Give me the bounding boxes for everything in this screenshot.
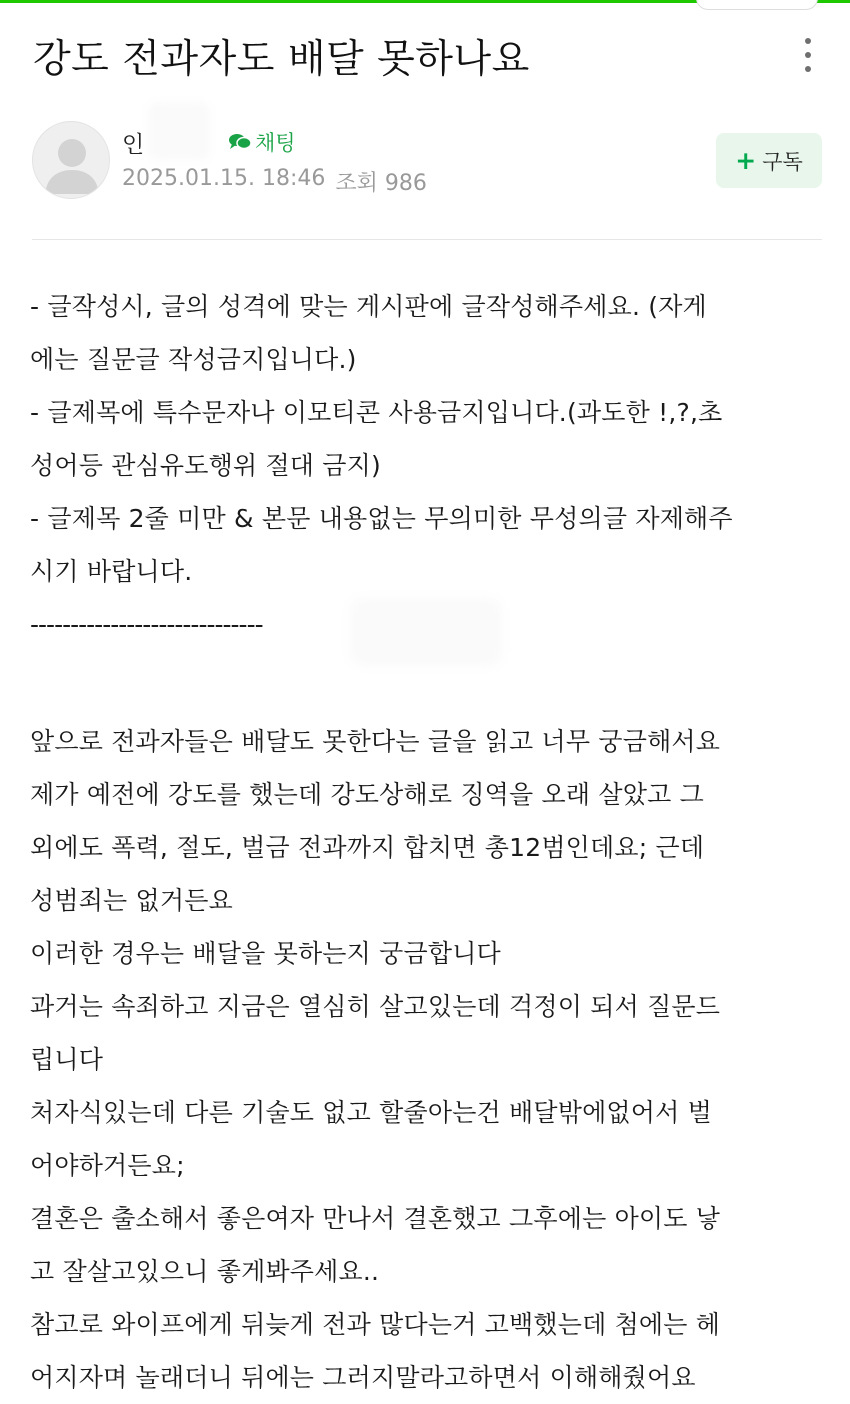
post-line: 과거는 속죄하고 지금은 열심히 살고있는데 걱정이 되서 질문드: [30, 992, 721, 1021]
default-avatar-icon: [33, 122, 110, 199]
post-line: 제가 예전에 강도를 했는데 강도상해로 징역을 오래 살았고 그: [30, 780, 704, 809]
notice-line: - 글제목 2줄 미만 & 본문 내용없는 무의미한 무성의글 자제해주: [30, 504, 733, 533]
post-line: 결혼은 출소해서 좋은여자 만나서 결혼했고 그후에는 아이도 낳: [30, 1204, 721, 1233]
post-line: 외에도 폭력, 절도, 벌금 전과까지 합치면 총12범인데요; 근데: [30, 833, 705, 862]
chat-label: 채팅: [255, 131, 296, 155]
post-line: 어지자며 놀래더니 뒤에는 그러지말라고하면서 이해해줬어요: [30, 1363, 696, 1392]
post-title: 강도 전과자도 배달 못하나요: [33, 37, 530, 82]
post-line: 참고로 와이프에게 뒤늦게 전과 많다는거 고백했는데 첨에는 헤: [30, 1310, 721, 1339]
view-count: 조회 986: [335, 171, 427, 196]
subscribe-label: 구독: [762, 149, 803, 174]
post-line: 처자식있는데 다른 기술도 없고 할줄아는건 배달밖에없어서 벌: [30, 1098, 712, 1127]
notice-separator: -----------------------------: [30, 610, 263, 639]
chat-link[interactable]: [228, 127, 296, 157]
notice-line: 시기 바랍니다.: [30, 557, 193, 586]
post-date: 2025.01.15. 18:46: [122, 166, 326, 191]
more-vertical-icon[interactable]: [797, 38, 819, 72]
post-line: 고 잘살고있으니 좋게봐주세요..: [30, 1257, 380, 1286]
post-line: 성범죄는 없거든요: [30, 886, 233, 915]
notice-line: 에는 질문글 작성금지입니다.): [30, 345, 357, 374]
redacted-name-blur: [148, 102, 210, 160]
notice-line: - 글작성시, 글의 성격에 맞는 게시판에 글작성해주세요. (자게: [30, 292, 707, 321]
plus-icon: +: [735, 146, 757, 175]
redacted-content-blur: [350, 598, 502, 666]
post-line: 어야하거든요;: [30, 1151, 185, 1180]
avatar[interactable]: [32, 121, 110, 199]
post-line: 립니다: [30, 1045, 104, 1074]
post-line: 이러한 경우는 배달을 못하는지 궁금합니다: [30, 939, 501, 968]
author-name[interactable]: 인: [122, 132, 145, 158]
post-line: 앞으로 전과자들은 배달도 못한다는 글을 읽고 너무 궁금해서요: [30, 727, 721, 756]
top-pill-button[interactable]: [696, 0, 818, 10]
post-meta: [122, 166, 427, 197]
notice-line: 성어등 관심유도행위 절대 금지): [30, 451, 381, 480]
notice-line: - 글제목에 특수문자나 이모티콘 사용금지입니다.(과도한 !,?,초: [30, 398, 723, 427]
subscribe-button[interactable]: [716, 133, 822, 188]
post-body: [30, 280, 830, 1404]
chat-bubble-icon: [228, 133, 252, 151]
header-divider: [32, 239, 822, 240]
